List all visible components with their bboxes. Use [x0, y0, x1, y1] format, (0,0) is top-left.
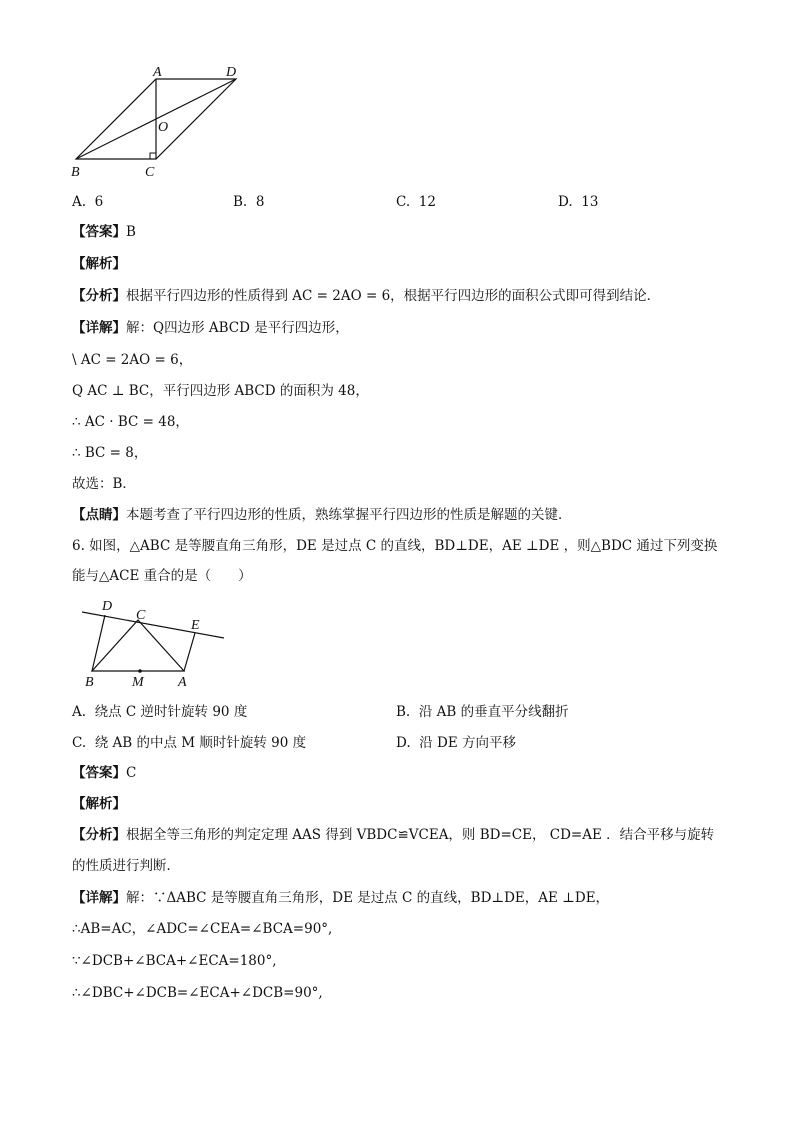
- q5-option-c: C. 12: [396, 194, 436, 210]
- q5-option-a: A. 6: [72, 194, 104, 210]
- q6-option-d: D. 沿 DE 方向平移: [396, 735, 516, 751]
- q6-option-c: C. 绕 AB 的中点 M 顺时针旋转 90 度: [72, 735, 307, 751]
- q6-step-3: ∵∠DCB+∠BCA+∠ECA=180°,: [72, 953, 277, 969]
- q6-answer: 【答案】C: [72, 765, 137, 781]
- segment-bd: [92, 615, 105, 671]
- midpoint-m: [138, 669, 142, 673]
- q6-step-2: ∴AB=AC，∠ADC=∠CEA=∠BCA=90°,: [72, 921, 333, 937]
- q6-analysis-heading: 【解析】: [72, 796, 126, 812]
- q5-analysis-heading: 【解析】: [72, 256, 126, 272]
- q6-fenxi-line1: 【分析】根据全等三角形的判定定理 AAS 得到 VBDC≌VCEA，则 BD=CE， CD=AE ．结合平移与旋转: [72, 827, 715, 843]
- label-b: B: [71, 165, 80, 180]
- label-d: D: [102, 599, 113, 614]
- q6-fenxi-line2: 的性质进行判断．: [72, 858, 180, 874]
- label-c: C: [136, 608, 146, 623]
- segment-ae: [184, 633, 195, 671]
- q5-step-2: \ AC = 2AO = 6，: [72, 352, 193, 368]
- parallelogram-figure: [66, 62, 256, 182]
- q6-step-4: ∴∠DBC+∠DCB=∠ECA+∠DCB=90°,: [72, 985, 323, 1001]
- q5-step-5: ∴ BC = 8，: [72, 445, 148, 461]
- q5-xiangjie: 【详解】解：Q四边形 ABCD 是平行四边形，: [72, 320, 349, 336]
- label-a: A: [153, 65, 162, 80]
- label-m: M: [132, 675, 144, 690]
- triangle-figure: [72, 596, 232, 692]
- q5-step-3: Q AC ⊥ BC，平行四边形 ABCD 的面积为 48，: [72, 383, 369, 399]
- q5-option-d: D. 13: [558, 194, 599, 210]
- label-b: B: [85, 675, 94, 690]
- line-de: [82, 612, 224, 638]
- label-o: O: [158, 120, 169, 135]
- q6-option-a: A. 绕点 C 逆时针旋转 90 度: [72, 704, 248, 720]
- label-c: C: [145, 165, 155, 180]
- q6-option-b: B. 沿 AB 的垂直平分线翻折: [396, 704, 569, 720]
- q6-stem-line2: 能与△ACE 重合的是（ ）: [72, 568, 252, 584]
- q5-step-4: ∴ AC · BC = 48，: [72, 414, 189, 430]
- label-d: D: [226, 65, 237, 80]
- q5-step-6: 故选：B．: [72, 476, 136, 492]
- q5-option-b: B. 8: [233, 194, 265, 210]
- right-angle-mark: [150, 153, 156, 159]
- label-e: E: [191, 618, 200, 633]
- q5-fenxi: 【分析】根据平行四边形的性质得到 AC = 2AO = 6，根据平行四边形的面积公式即可得到结论．: [72, 288, 661, 304]
- q6-stem-line1: 6. 如图，△ABC 是等腰直角三角形，DE 是过点 C 的直线，BD⊥DE，AE ⊥DE ，则△BDC 通过下列变换: [72, 538, 718, 554]
- label-a: A: [178, 675, 187, 690]
- q5-answer: 【答案】B: [72, 224, 136, 240]
- q5-dianjing: 【点睛】本题考查了平行四边形的性质，熟练掌握平行四边形的性质是解题的关键．: [72, 507, 572, 523]
- q6-xiangjie: 【详解】解：∵ΔABC 是等腰直角三角形，DE 是过点 C 的直线，BD⊥DE，AE ⊥DE，: [72, 890, 610, 906]
